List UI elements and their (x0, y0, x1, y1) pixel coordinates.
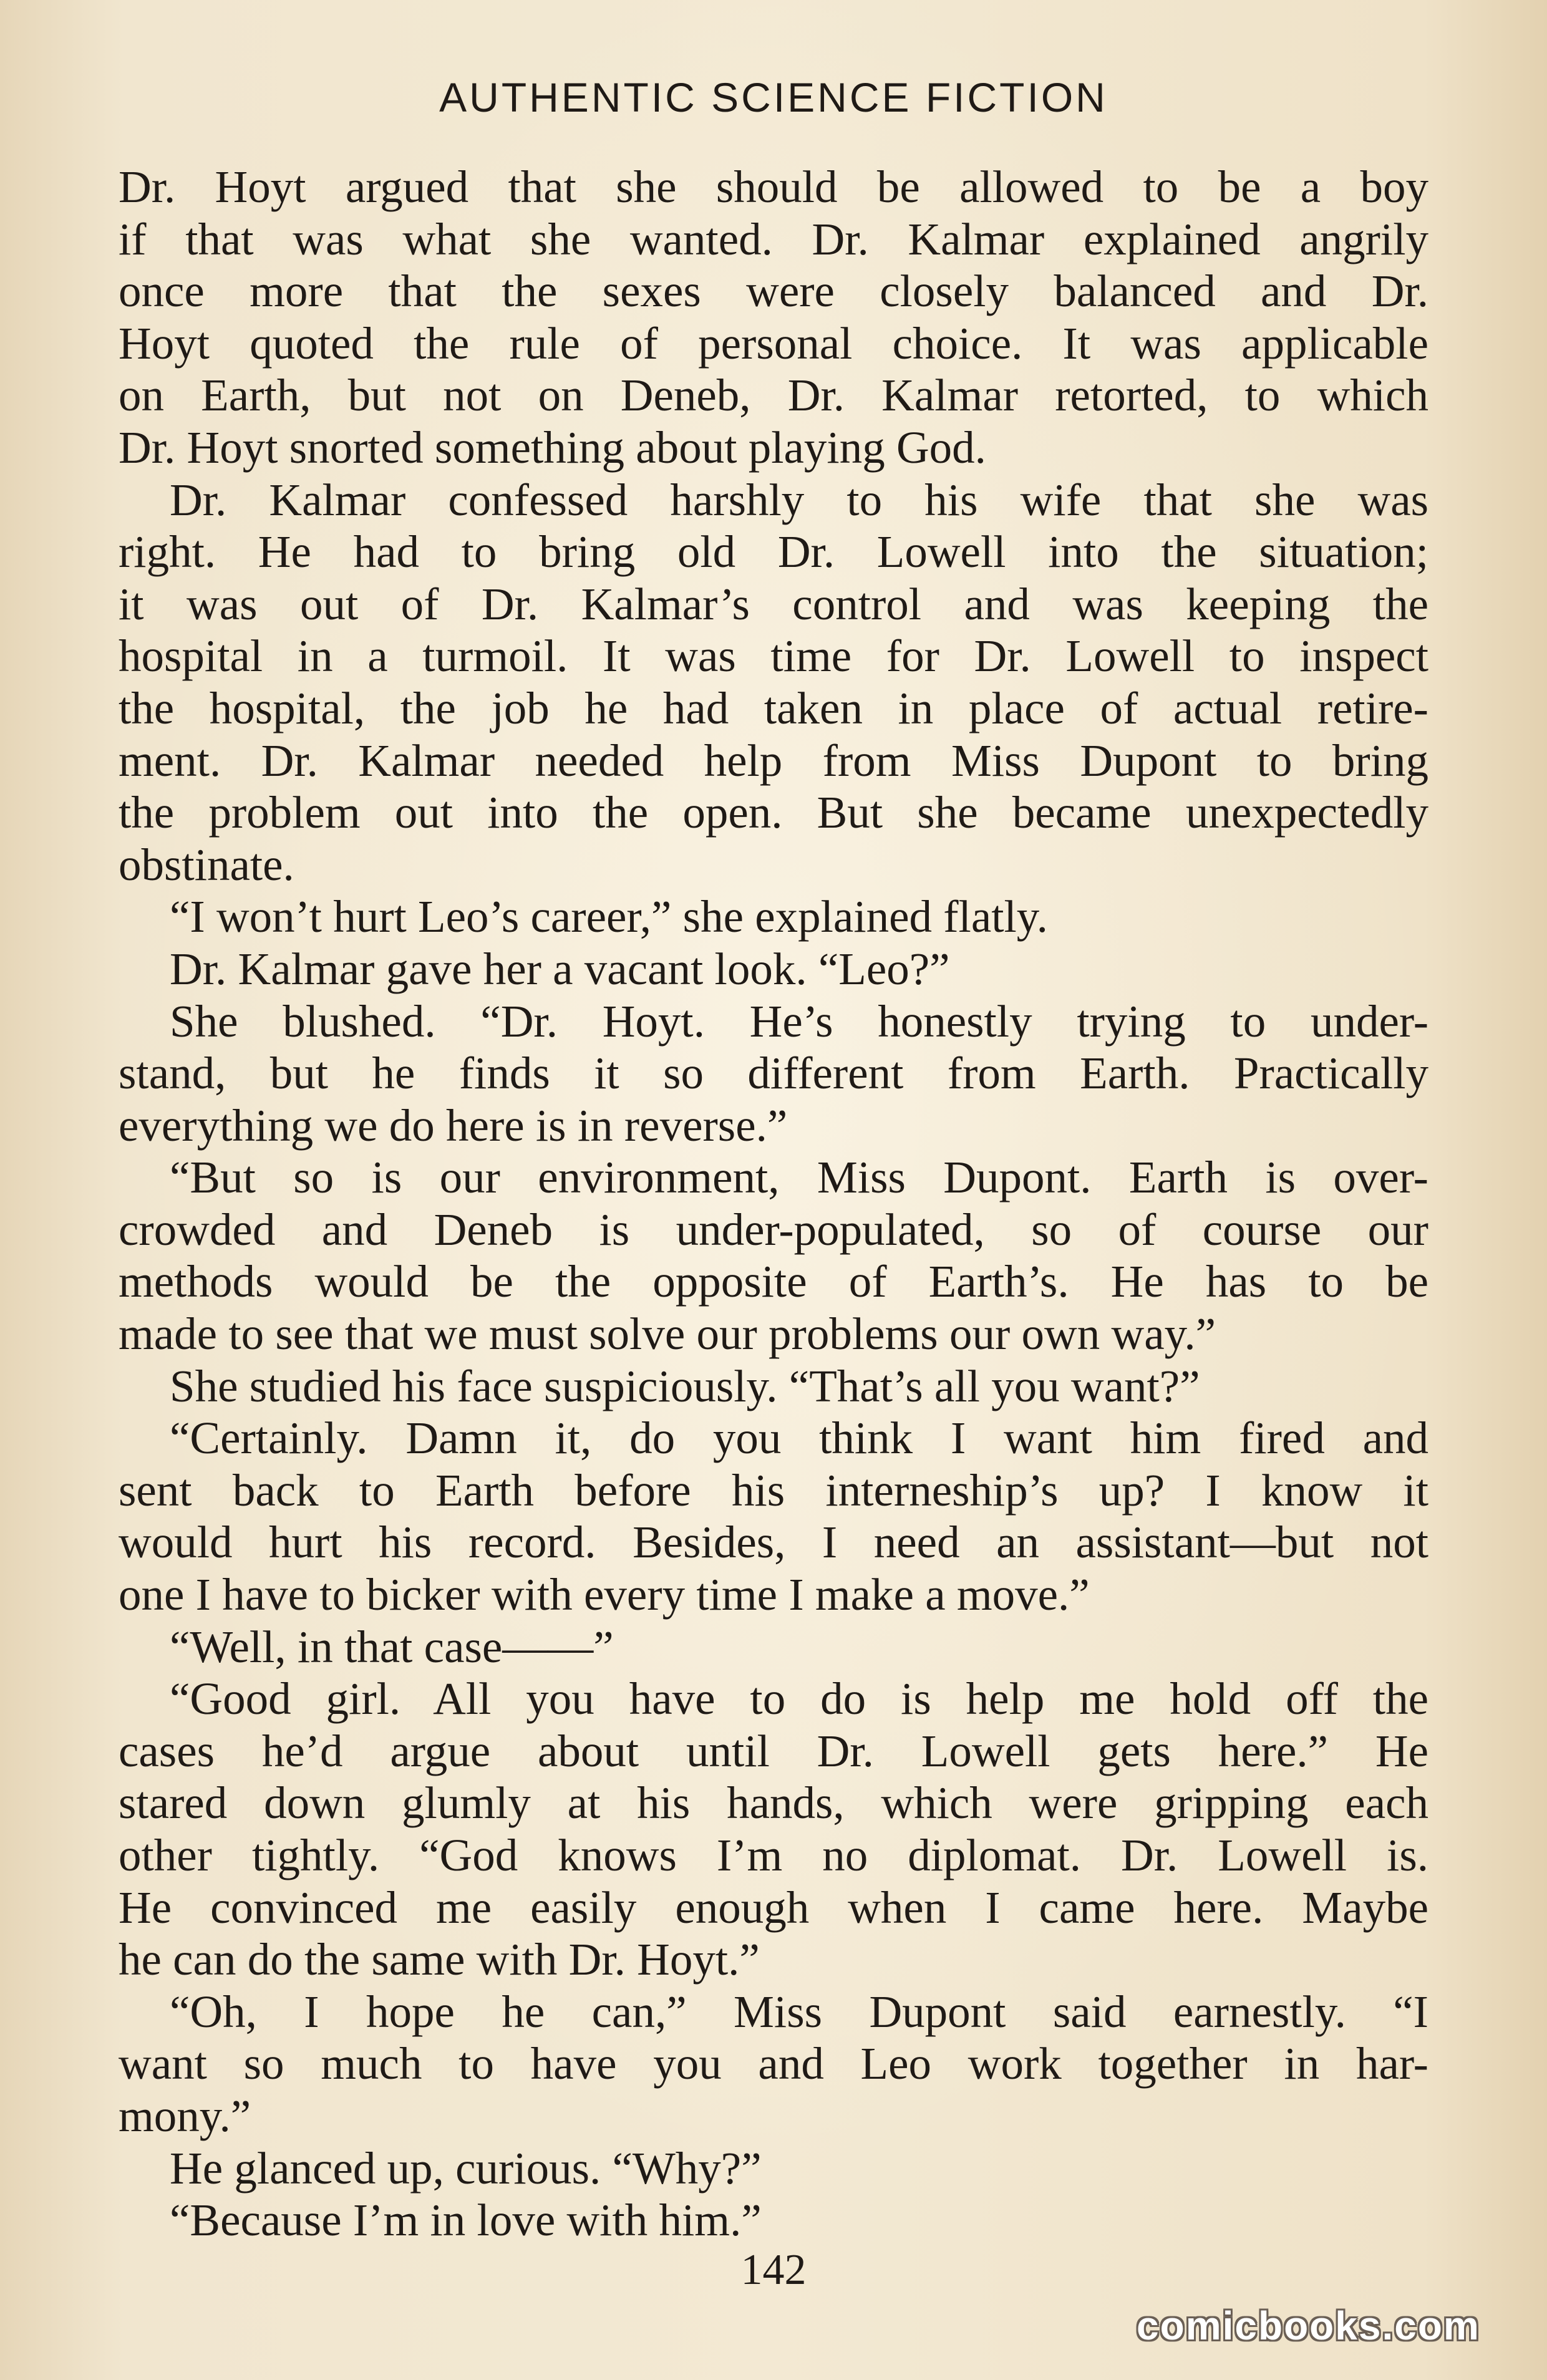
text-line: obstinate. (119, 839, 294, 890)
text-line: He convinced me easily enough when I came here. Maybe (119, 1882, 1428, 1933)
text-line: stand, but he finds it so different from Earth. Practically (119, 1048, 1428, 1099)
watermark-logo: comicbooks.com (1137, 2303, 1480, 2348)
text-line: other tightly. “God knows I’m no diplomat. Dr. Lowell is. (119, 1830, 1428, 1880)
text-line: stared down glumly at his hands, which were gripping each (119, 1778, 1428, 1829)
text-line: made to see that we must solve our problems our own way.” (119, 1309, 1216, 1360)
text-line: She studied his face suspiciously. “That’s all you want?” (170, 1360, 1200, 1411)
text-line: Dr. Kalmar confessed harshly to his wife that she was (170, 474, 1428, 525)
text-line: mony.” (119, 2090, 251, 2141)
text-line: crowded and Deneb is under-populated, so of course our (119, 1204, 1428, 1255)
text-line: methods would be the opposite of Earth’s. He has to be (119, 1256, 1428, 1307)
text-line: want so much to have you and Leo work together in har- (119, 2038, 1428, 2089)
text-line: “Because I’m in love with him.” (170, 2195, 762, 2246)
text-line: right. He had to bring old Dr. Lowell into the situation; (119, 526, 1428, 578)
text-line: “Good girl. All you have to do is help me hold off the (170, 1673, 1428, 1725)
text-line: hospital in a turmoil. It was time for Dr. Lowell to inspect (119, 631, 1428, 682)
text-line: “Well, in that case——” (170, 1621, 614, 1672)
text-line: Dr. Kalmar gave her a vacant look. “Leo?” (170, 943, 950, 994)
text-line: he can do the same with Dr. Hoyt.” (119, 1934, 760, 1985)
text-line: Dr. Hoyt snorted something about playing God. (119, 422, 986, 473)
text-line: Dr. Hoyt argued that she should be allowed to be a boy (119, 162, 1428, 212)
text-line: Hoyt quoted the rule of personal choice. It was applicable (119, 317, 1428, 369)
text-line: “I won’t hurt Leo’s career,” she explained flatly. (170, 891, 1048, 942)
text-line: the problem out into the open. But she became unexpectedly (119, 787, 1428, 838)
text-line: “But so is our environment, Miss Dupont. Earth is over- (170, 1152, 1428, 1203)
text-line: on Earth, but not on Deneb, Dr. Kalmar retorted, to which (119, 370, 1428, 421)
page-number: 142 (740, 2246, 807, 2294)
text-line: if that was what she wanted. Dr. Kalmar explained angrily (119, 213, 1428, 264)
text-line: the hospital, the job he had taken in place of actual retire- (119, 682, 1428, 733)
text-line: one I have to bicker with every time I make a move.” (119, 1569, 1090, 1620)
story-text (119, 161, 1428, 2247)
text-line: He glanced up, curious. “Why?” (170, 2142, 762, 2194)
running-header: AUTHENTIC SCIENCE FICTION (439, 74, 1108, 120)
text-line: sent back to Earth before his interneship’s up? I know it (119, 1464, 1428, 1516)
text-line: ment. Dr. Kalmar needed help from Miss Dupont to bring (119, 735, 1428, 786)
text-line: it was out of Dr. Kalmar’s control and was keeping the (119, 578, 1428, 629)
text-line: once more that the sexes were closely balanced and Dr. (119, 266, 1428, 317)
text-line: She blushed. “Dr. Hoyt. He’s honestly trying to under- (170, 995, 1428, 1047)
text-line: “Oh, I hope he can,” Miss Dupont said earnestly. “I (170, 1986, 1428, 2037)
text-line: “Certainly. Damn it, do you think I want him fired and (170, 1413, 1428, 1464)
text-line: would hurt his record. Besides, I need an assistant—but not (119, 1517, 1428, 1568)
text-line: everything we do here is in reverse.” (119, 1100, 788, 1151)
text-line: cases he’d argue about until Dr. Lowell gets here.” He (119, 1725, 1428, 1776)
